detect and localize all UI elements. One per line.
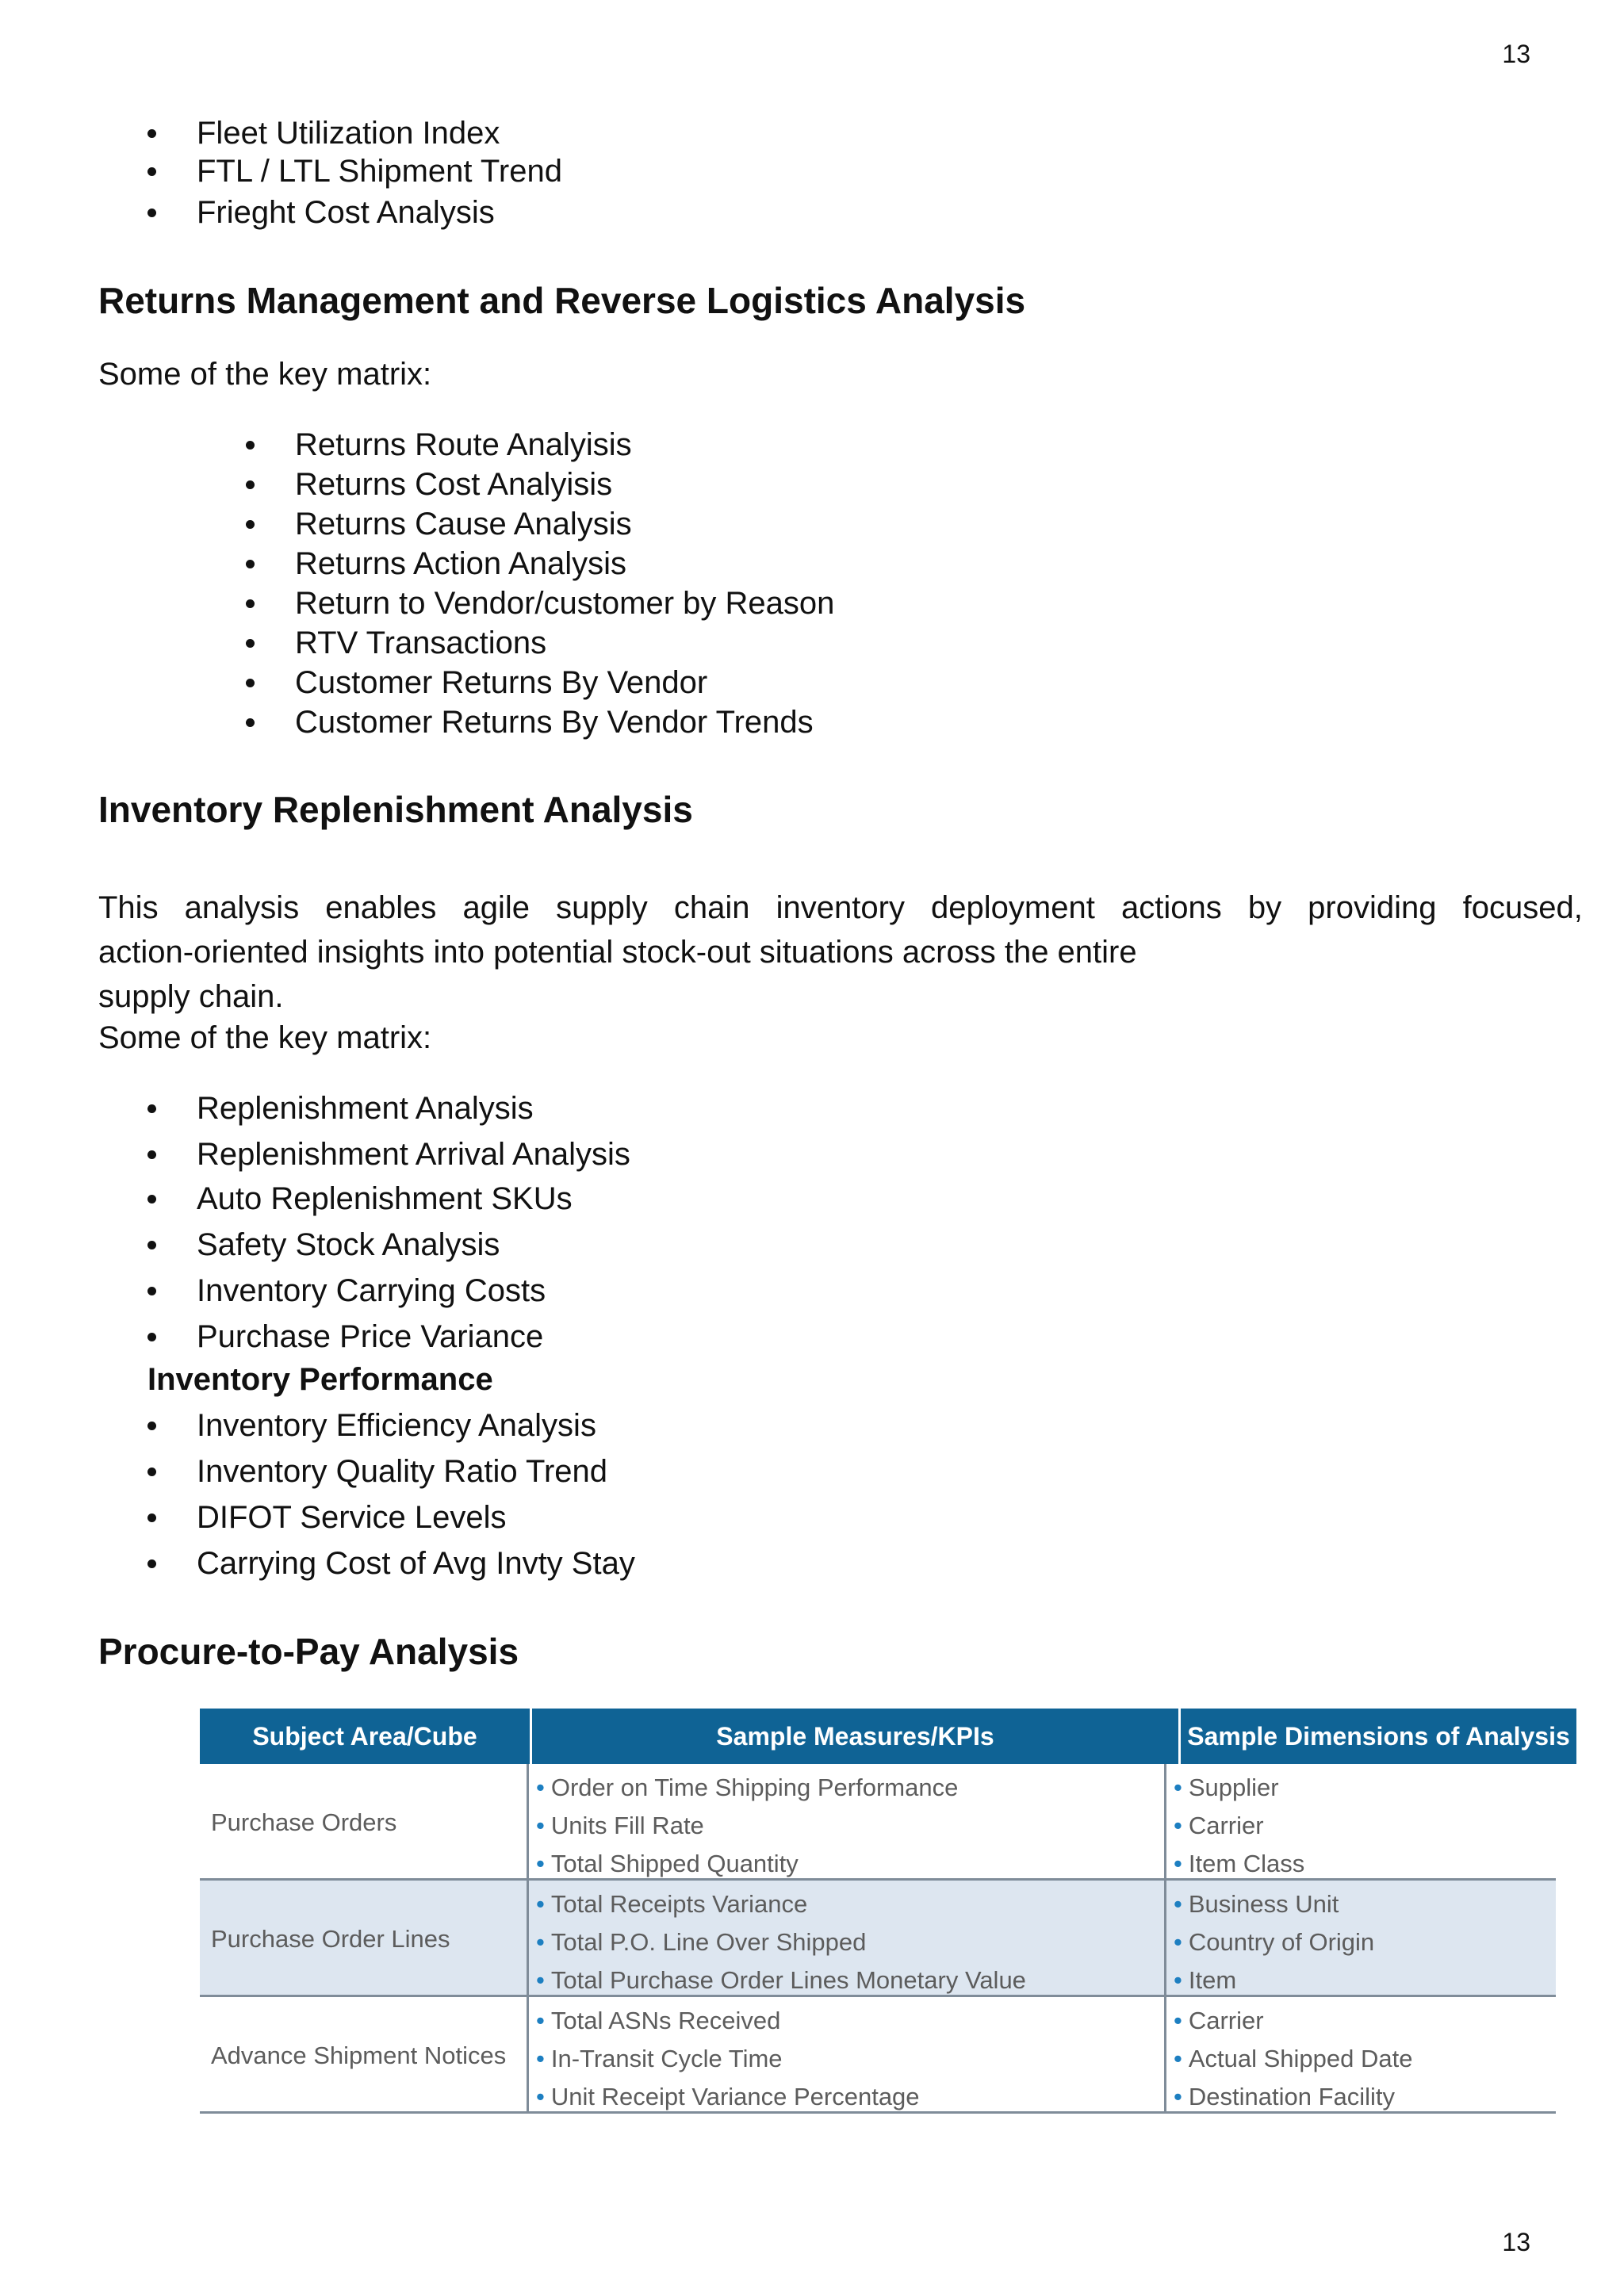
column-header: Sample Measures/KPIs [716, 1722, 994, 1751]
list-item: FTL / LTL Shipment Trend [147, 155, 562, 197]
returns-heading: Returns Management and Reverse Logistics Analysis [98, 280, 1026, 321]
list-item: • Order on Time Shipping Performance [536, 1774, 959, 1801]
list-item: • Total Receipts Variance [536, 1890, 808, 1918]
list-item: Returns Cause Analysis [246, 508, 834, 548]
list-item: Returns Action Analysis [246, 548, 834, 587]
list-item: Replenishment Arrival Analysis [147, 1138, 630, 1183]
page-number-bottom: 13 [1502, 2228, 1530, 2256]
inventory-heading: Inventory Replenishment Analysis [98, 789, 693, 830]
list-item: • Carrier [1174, 1812, 1264, 1839]
list-item: • Total P.O. Line Over Shipped [536, 1928, 867, 1956]
procure-heading: Procure-to-Pay Analysis [98, 1631, 519, 1672]
list-item: Replenishment Analysis [147, 1093, 630, 1138]
column-header: Sample Dimensions of Analysis [1187, 1722, 1570, 1751]
table-cell-dimensions [1174, 1769, 1304, 1883]
table-cell-subject: Advance Shipment Notices [211, 2042, 507, 2069]
table-cell-measures [536, 1885, 1026, 1999]
list-item: Returns Cost Analyisis [246, 469, 834, 508]
list-item: • Country of Origin [1174, 1928, 1375, 1956]
inventory-intro: Some of the key matrix: [98, 1020, 432, 1055]
table-cell-dimensions [1174, 2002, 1413, 2116]
top-bullet-list [147, 117, 562, 235]
list-item: • In-Transit Cycle Time [536, 2045, 783, 2072]
list-item: • Total ASNs Received [536, 2007, 781, 2034]
table-row [200, 1997, 1556, 2114]
list-item: Frieght Cost Analysis [147, 197, 562, 235]
list-item: • Supplier [1174, 1774, 1279, 1801]
list-item: • Item [1174, 1966, 1237, 1994]
list-item: Inventory Carrying Costs [147, 1275, 630, 1321]
table-cell-subject: Purchase Orders [211, 1808, 397, 1836]
table-cell-dimensions [1174, 1885, 1374, 1999]
list-item: RTV Transactions [246, 627, 834, 667]
list-item: Return to Vendor/customer by Reason [246, 587, 834, 627]
inventory-list [147, 1093, 630, 1362]
returns-list [246, 429, 834, 746]
inventory-paragraph: This analysis enables agile supply chain inventory deployment actions by providing focused, action-oriented insights into potential stock-out situations across the entire supply chain. [98, 890, 1583, 1014]
list-item: • Units Fill Rate [536, 1812, 704, 1839]
inventory-performance-list [147, 1410, 635, 1594]
list-item: • Total Shipped Quantity [536, 1850, 799, 1877]
list-item: • Destination Facility [1174, 2083, 1396, 2110]
returns-intro: Some of the key matrix: [98, 357, 432, 392]
inventory-performance-heading: Inventory Performance [147, 1362, 493, 1397]
procure-table [200, 1709, 1576, 2114]
table-row [200, 1764, 1556, 1881]
table-header [200, 1709, 1576, 1764]
list-item: Customer Returns By Vendor Trends [246, 706, 834, 746]
list-item: Carrying Cost of Avg Invty Stay [147, 1548, 635, 1594]
list-item: • Business Unit [1174, 1890, 1339, 1918]
list-item: • Carrier [1174, 2007, 1264, 2034]
list-item: Inventory Efficiency Analysis [147, 1410, 635, 1456]
list-item: • Total Purchase Order Lines Monetary Value [536, 1966, 1026, 1994]
table-cell-measures [536, 2002, 920, 2116]
list-item: • Item Class [1174, 1850, 1305, 1877]
column-header: Subject Area/Cube [252, 1722, 477, 1751]
page-number-top: 13 [1502, 40, 1530, 68]
list-item: Customer Returns By Vendor [246, 667, 834, 706]
list-item: Inventory Quality Ratio Trend [147, 1456, 635, 1502]
list-item: Purchase Price Variance [147, 1321, 630, 1362]
table-cell-subject: Purchase Order Lines [211, 1925, 450, 1953]
table-row [200, 1881, 1556, 1997]
table-cell-measures [536, 1769, 958, 1883]
list-item: Fleet Utilization Index [147, 117, 562, 155]
list-item: Auto Replenishment SKUs [147, 1183, 630, 1229]
list-item: • Actual Shipped Date [1174, 2045, 1413, 2072]
list-item: DIFOT Service Levels [147, 1502, 635, 1548]
list-item: • Unit Receipt Variance Percentage [536, 2083, 920, 2110]
list-item: Returns Route Analyisis [246, 429, 834, 469]
list-item: Safety Stock Analysis [147, 1229, 630, 1275]
